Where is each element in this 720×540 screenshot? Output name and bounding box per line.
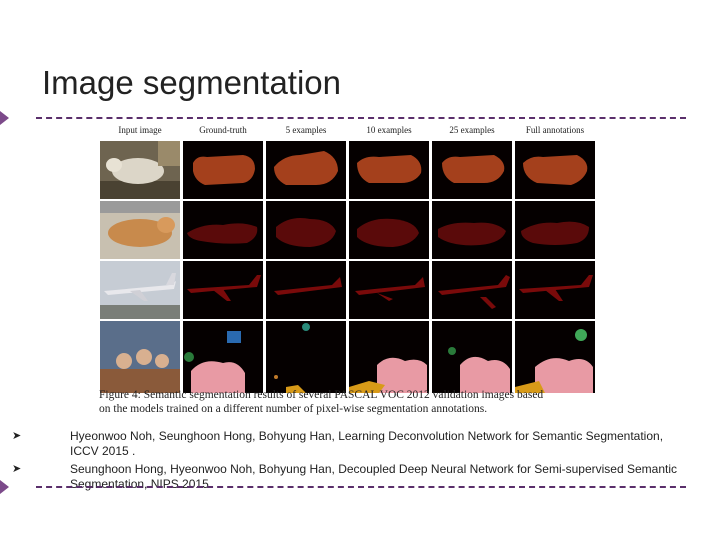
ground-truth-people: [183, 321, 263, 393]
result-full-people: [515, 321, 595, 393]
slide-title: Image segmentation: [42, 64, 342, 101]
input-image-cat: [100, 201, 180, 259]
bottom-divider: [36, 486, 686, 488]
figure-caption-line: on the models trained on a different number of pixel-wise segmentation annotations.: [99, 403, 488, 415]
result-full-airplane: [515, 261, 595, 319]
reference-text: Segmentation, NIPS 2015.: [70, 477, 213, 491]
input-image-airplane: [100, 261, 180, 319]
figure-caption-line: Figure 4: Semantic segmentation results of several PASCAL VOC 2012 validation images based: [99, 389, 544, 401]
top-divider: [36, 117, 686, 119]
reference-item: [12, 429, 690, 459]
reference-text: ICCV 2015 .: [70, 444, 136, 458]
reference-text: Hyeonwoo Noh, Seunghoon Hong, Bohyung Han, Learning Deconvolution Network for Semantic Segmentation,: [70, 429, 664, 443]
result-10-sheep: [349, 141, 429, 199]
result-5-cat: [266, 201, 346, 259]
arrowhead-bullet-icon: ➤: [12, 430, 22, 442]
result-5-sheep: [266, 141, 346, 199]
result-full-sheep: [515, 141, 595, 199]
divider-arrow-icon: [0, 111, 9, 125]
result-10-airplane: [349, 261, 429, 319]
col-header-25-examples: 25 examples: [449, 125, 495, 135]
figure-column-headers: [99, 125, 599, 139]
ground-truth-sheep: [183, 141, 263, 199]
result-25-cat: [432, 201, 512, 259]
result-5-people: [266, 321, 346, 393]
figure-caption: [99, 388, 599, 416]
input-image-people: [100, 321, 180, 393]
result-25-sheep: [432, 141, 512, 199]
input-image-sheep: [100, 141, 180, 199]
col-header-full-annotations: Full annotations: [525, 125, 585, 135]
reference-text: Seunghoon Hong, Hyeonwoo Noh, Bohyung Han, Decoupled Deep Neural Network for Semi-supervised Semantic: [70, 462, 678, 476]
arrowhead-bullet-icon: ➤: [12, 463, 22, 475]
result-25-people: [432, 321, 512, 393]
result-10-people: [349, 321, 429, 393]
col-header-5-examples: 5 examples: [285, 125, 327, 135]
result-25-airplane: [432, 261, 512, 319]
col-header-ground-truth: Ground-truth: [199, 125, 247, 135]
col-header-10-examples: 10 examples: [366, 125, 412, 135]
ground-truth-cat: [183, 201, 263, 259]
result-full-cat: [515, 201, 595, 259]
col-header-input: Input image: [118, 125, 162, 135]
result-10-cat: [349, 201, 429, 259]
divider-arrow-icon: [0, 480, 9, 494]
ground-truth-airplane: [183, 261, 263, 319]
result-5-airplane: [266, 261, 346, 319]
